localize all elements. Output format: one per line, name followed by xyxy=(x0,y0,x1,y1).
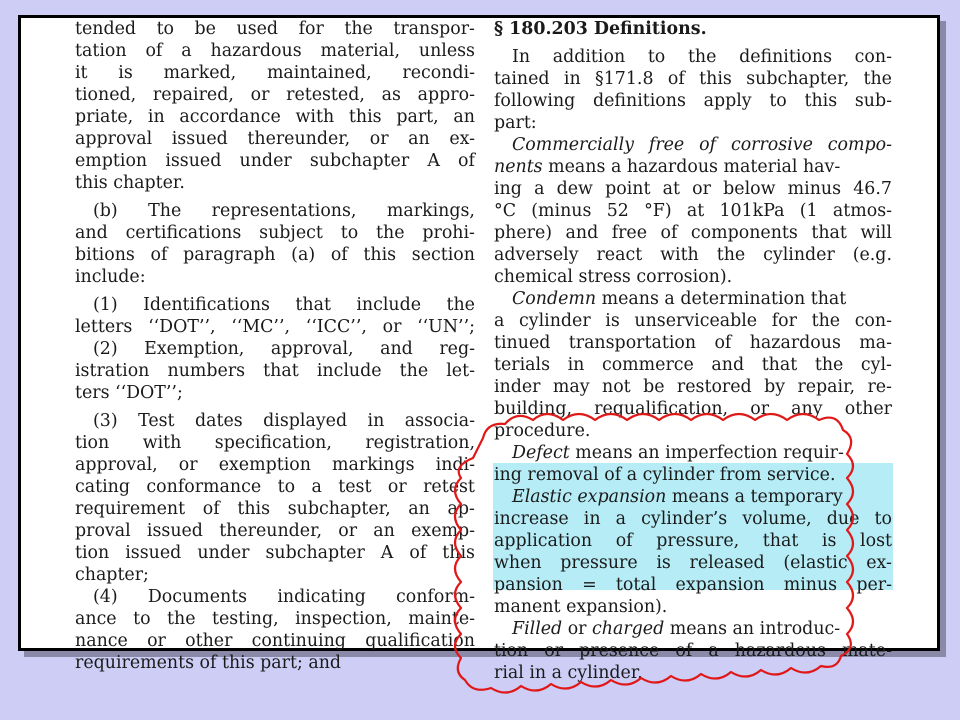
left-line: bitions of paragraph (a) of this section xyxy=(75,245,475,265)
right-line: rial in a cylinder. xyxy=(494,663,643,683)
left-line: chapter; xyxy=(75,565,149,585)
right-line: terials in commerce and that the cyl- xyxy=(494,355,892,375)
definition-text: or xyxy=(562,619,593,639)
right-line: adversely react with the cylinder (e.g. xyxy=(494,245,892,265)
term-filled: Filled xyxy=(512,619,563,639)
left-line: cating conformance to a test or retest xyxy=(75,477,475,497)
left-line: tion with specification, registration, xyxy=(75,433,475,453)
left-line: proval issued thereunder, or an exemp- xyxy=(75,521,475,541)
right-line: when pressure is released (elastic ex- xyxy=(494,553,892,573)
right-line: increase in a cylinder’s volume, due to xyxy=(494,509,892,529)
left-line: nance or other continuing qualification xyxy=(75,631,475,651)
definition-text: means an introduc- xyxy=(664,619,841,639)
left-line: it is marked, maintained, recondi- xyxy=(75,63,475,83)
left-line: istration numbers that include the let- xyxy=(75,361,475,381)
left-line: this chapter. xyxy=(75,173,185,193)
left-line: requirement of this subchapter, an ap- xyxy=(75,499,475,519)
left-line: (3) Test dates displayed in associa- xyxy=(93,411,475,431)
term-elastic-expansion: Elastic expansion xyxy=(512,487,667,507)
term-condemn: Condemn xyxy=(512,289,597,309)
right-line: tained in §171.8 of this subchapter, the xyxy=(494,69,892,89)
red-cloud-annotation xyxy=(21,18,937,648)
section-heading: § 180.203 Definitions. xyxy=(494,19,707,39)
left-line: emption issued under subchapter A of xyxy=(75,151,475,171)
left-line: (4) Documents indicating conform- xyxy=(93,587,475,607)
left-line: letters ‘‘DOT’’, ‘‘MC’’, ‘‘ICC’’, or ‘‘UN’’; xyxy=(75,317,475,337)
definition-text: means a determination that xyxy=(596,289,847,309)
right-line: procedure. xyxy=(494,421,591,441)
right-line: building, requalification, or any other xyxy=(494,399,892,419)
document-page xyxy=(18,15,940,683)
right-line: pansion = total expansion minus per- xyxy=(494,575,892,595)
right-line: °C (minus 52 °F) at 101kPa (1 atmos- xyxy=(494,201,892,221)
definition-text: means a temporary xyxy=(666,487,843,507)
right-line: ing removal of a cylinder from service. xyxy=(494,465,836,485)
definition-text: means a hazardous material hav- xyxy=(542,157,841,177)
right-line: chemical stress corrosion). xyxy=(494,267,733,287)
left-line: requirements of this part; and xyxy=(75,653,342,673)
left-line: (2) Exemption, approval, and reg- xyxy=(93,339,475,359)
right-line: part: xyxy=(494,113,537,133)
definition-text: means an imperfection requir- xyxy=(569,443,844,463)
term-text: nents xyxy=(494,157,543,177)
left-line: approval, or exemption markings indi- xyxy=(75,455,475,475)
left-line: (b) The representations, markings, xyxy=(93,201,475,221)
left-line: include: xyxy=(75,267,146,287)
right-line: tinued transportation of hazardous ma- xyxy=(494,333,892,353)
left-line: priate, in accordance with this part, an xyxy=(75,107,475,127)
term-commercially-free: Commercially free of corrosive compo- xyxy=(512,135,892,155)
left-line: approval issued thereunder, or an ex- xyxy=(75,129,475,149)
left-line: ters ‘‘DOT’’; xyxy=(75,383,183,403)
right-line: ing a dew point at or below minus 46.7 xyxy=(494,179,892,199)
right-line: tion or presence of a hazardous mate- xyxy=(494,641,892,661)
right-line: a cylinder is unserviceable for the con- xyxy=(494,311,892,331)
right-line: application of pressure, that is lost xyxy=(494,531,892,551)
right-line: In addition to the definitions con- xyxy=(512,47,892,67)
right-line: following definitions apply to this sub- xyxy=(494,91,892,111)
right-line: manent expansion). xyxy=(494,597,668,617)
term-defect: Defect xyxy=(512,443,570,463)
left-line: tion issued under subchapter A of this xyxy=(75,543,475,563)
left-line: and certifications subject to the prohi- xyxy=(75,223,475,243)
left-line: tation of a hazardous material, unless xyxy=(75,41,475,61)
term-charged: charged xyxy=(592,619,665,639)
right-line: inder may not be restored by repair, re- xyxy=(494,377,892,397)
left-line: tioned, repaired, or retested, as appro- xyxy=(75,85,475,105)
left-line: tended to be used for the transpor- xyxy=(75,19,475,39)
right-line: phere) and free of components that will xyxy=(494,223,892,243)
left-line: ance to the testing, inspection, mainte- xyxy=(75,609,475,629)
left-line: (1) Identifications that include the xyxy=(93,295,475,315)
